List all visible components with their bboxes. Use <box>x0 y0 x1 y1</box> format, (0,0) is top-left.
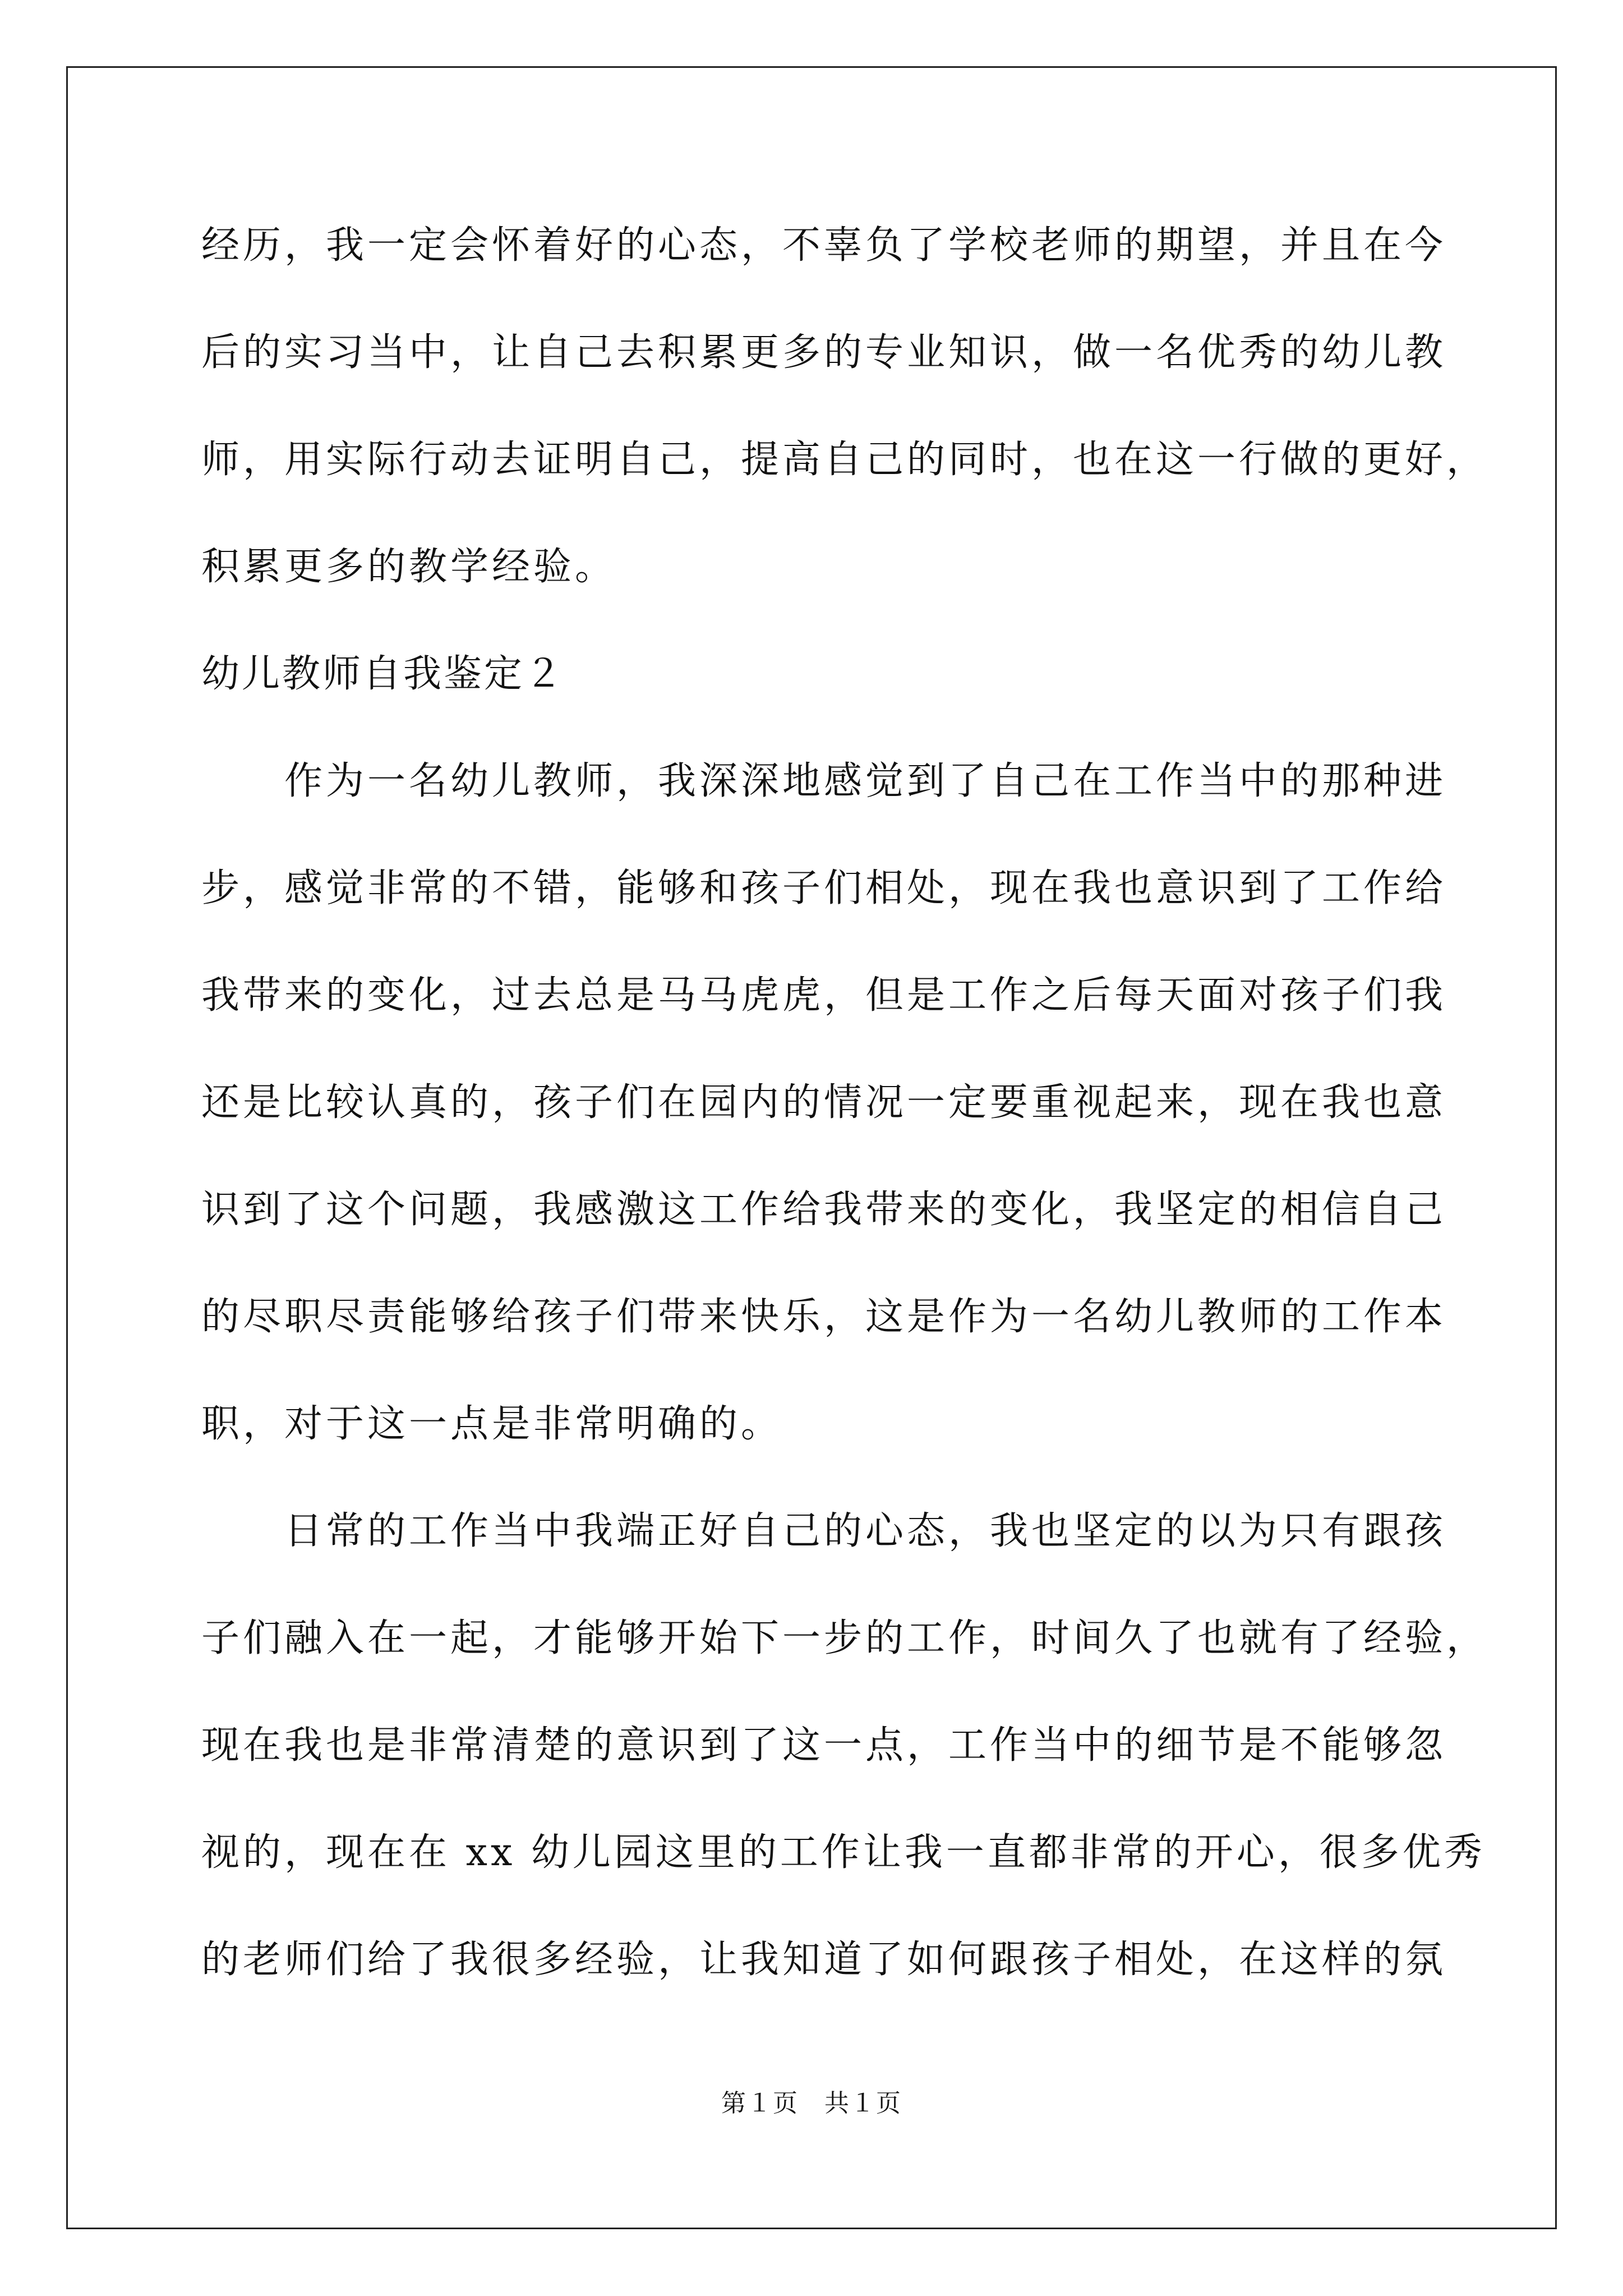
section-title: 幼儿教师自我鉴定２ <box>201 652 565 696</box>
text-line: 日常的工作当中我端正好自己的心态，我也坚定的以为只有跟孩 <box>284 1509 1447 1553</box>
text-line: 作为一名幼儿教师，我深深地感觉到了自己在工作当中的那种进 <box>284 759 1447 803</box>
text-line: 还是比较认真的，孩子们在园内的情况一定要重视起来，现在我也意 <box>201 1080 1447 1125</box>
text-line: 职，对于这一点是非常明确的。 <box>201 1402 783 1446</box>
page-footer: 第１页 共１页 <box>721 2089 902 2118</box>
text-line: 视的，现在在 xx 幼儿园这里的工作让我一直都非常的开心，很多优秀 <box>201 1830 1486 1875</box>
text-line: 识到了这个问题，我感激这工作给我带来的变化，我坚定的相信自己 <box>201 1188 1447 1232</box>
document-body <box>201 219 1488 2040</box>
text-line: 子们融入在一起，才能够开始下一步的工作，时间久了也就有了经验， <box>201 1616 1488 1660</box>
paragraph-1 <box>201 219 1488 594</box>
text-line: 的老师们给了我很多经验，让我知道了如何跟孩子相处，在这样的氛 <box>201 1938 1447 1982</box>
text-line: 积累更多的教学经验。 <box>201 545 617 589</box>
text-line: 的尽职尽责能够给孩子们带来快乐，这是作为一名幼儿教师的工作本 <box>201 1295 1447 1339</box>
paragraph-3 <box>201 1504 1488 1987</box>
text-line: 步，感觉非常的不错，能够和孩子们相处，现在我也意识到了工作给 <box>201 866 1447 910</box>
text-line: 我带来的变化，过去总是马马虎虎，但是工作之后每天面对孩子们我 <box>201 973 1447 1018</box>
text-line: 现在我也是非常清楚的意识到了这一点，工作当中的细节是不能够忽 <box>201 1723 1447 1768</box>
paragraph-2 <box>201 754 1463 1451</box>
text-line: 经历，我一定会怀着好的心态，不辜负了学校老师的期望，并且在今 <box>201 223 1447 268</box>
text-line: 师，用实际行动去证明自己，提高自己的同时，也在这一行做的更好， <box>201 438 1488 482</box>
text-line: 后的实习当中，让自己去积累更多的专业知识，做一名优秀的幼儿教 <box>201 330 1447 375</box>
